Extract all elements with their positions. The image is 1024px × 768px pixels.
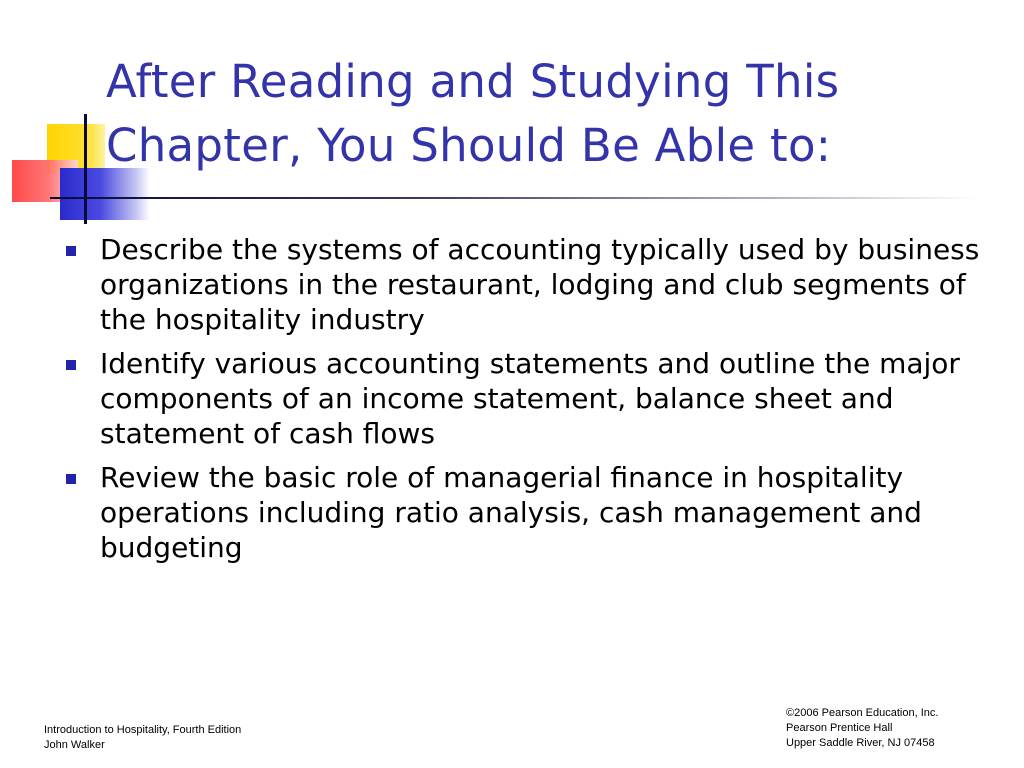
slide-title: After Reading and Studying This Chapter, You Should Be Able to:: [106, 55, 840, 172]
footer-book-title: Introduction to Hospitality, Fourth Edition: [44, 724, 242, 736]
square-bullet-icon: [66, 246, 76, 256]
bullet-item-1: [66, 232, 996, 337]
title-divider-line: [50, 197, 978, 199]
bullet-text: Describe the systems of accounting typically used by business organizations in the restaurant, lodging and club segments of the hospitality industry: [100, 233, 980, 336]
square-bullet-icon: [66, 474, 76, 484]
bullet-text: Identify various accounting statements and outline the major components of an income statement, balance sheet and statement of cash flows: [100, 347, 960, 450]
footer-copyright-line: ©2006 Pearson Education, Inc.: [786, 707, 939, 719]
footer-address: Upper Saddle River, NJ 07458: [786, 737, 935, 749]
footer-publisher: Pearson Prentice Hall: [786, 722, 893, 734]
bullet-text: Review the basic role of managerial finance in hospitality operations including ratio analysis, cash management and budgeting: [100, 461, 922, 564]
square-bullet-icon: [66, 360, 76, 370]
decorative-vertical-line: [84, 114, 87, 224]
footer-author: John Walker: [44, 739, 105, 751]
bullet-list: [66, 232, 996, 574]
footer-book-info: [44, 723, 241, 753]
bullet-item-3: [66, 460, 996, 565]
bullet-item-2: [66, 346, 996, 451]
footer-copyright: [786, 706, 938, 751]
